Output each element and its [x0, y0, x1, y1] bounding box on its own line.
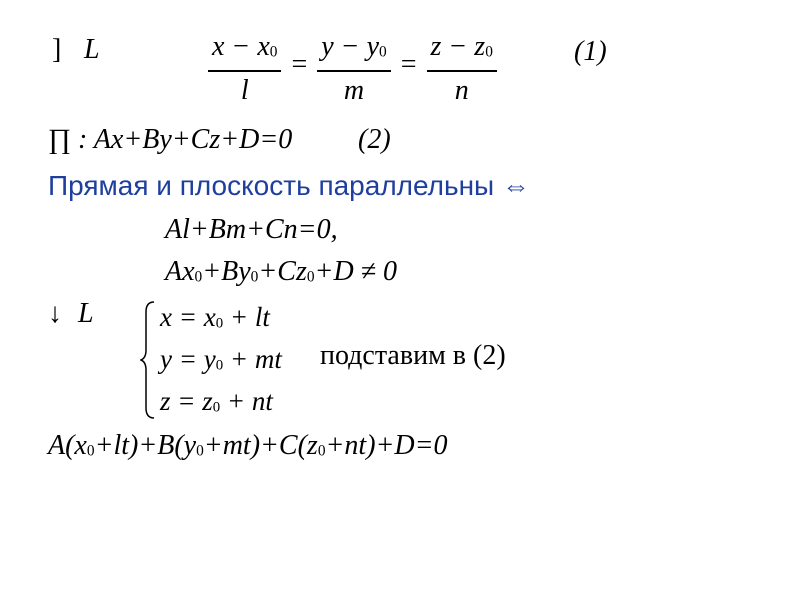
- canonical-equation: [208, 30, 497, 110]
- exists-symbol: ]: [52, 34, 62, 65]
- system-row-y: y = y0 + mt: [160, 344, 282, 374]
- fraction-y: $\frac{y - y0}{m}$: [317, 30, 390, 110]
- condition-1: Al+Bm+Cn=0,: [165, 214, 338, 245]
- line-name-L-2: L: [78, 298, 94, 329]
- equals-sign: =: [400, 49, 417, 81]
- system-row-z: z = z0 + nt: [160, 386, 273, 416]
- equals-sign: =: [291, 49, 308, 81]
- system-row-x: x = x0 + lt: [160, 302, 270, 332]
- equation-number-2: (2): [358, 124, 391, 155]
- fraction-x: $\frac{x - x0}{l}$: [208, 30, 281, 110]
- substitute-text: подставим в (2): [320, 340, 506, 371]
- parametric-system: [140, 300, 310, 420]
- down-arrow-symbol: ↓: [48, 298, 62, 329]
- substituted-equation: A(x0+lt)+B(y0+mt)+C(z0+nt)+D=0: [48, 430, 448, 461]
- parallel-statement: Прямая и плоскость параллельны ⇔: [48, 170, 530, 201]
- plane-equation: : Ax+By+Cz+D=0: [78, 124, 293, 155]
- line-name-L: L: [84, 34, 100, 65]
- equation-number-1: (1): [574, 36, 607, 67]
- plane-symbol: ∏: [48, 124, 72, 155]
- condition-2: Ax0+By0+Cz0+D ≠ 0: [165, 256, 398, 287]
- curly-brace: [140, 300, 156, 420]
- fraction-z: $\frac{z - z0}{n}$: [427, 30, 497, 110]
